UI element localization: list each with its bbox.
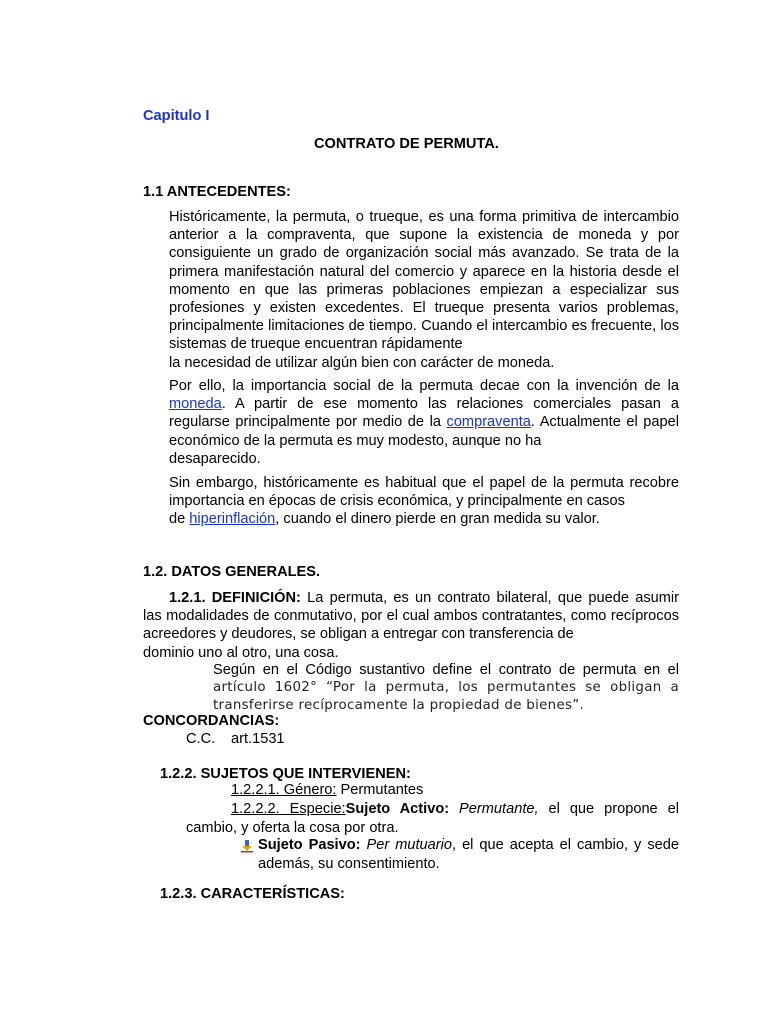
section-heading-sujetos: 1.2.2. SUJETOS QUE INTERVIENEN: xyxy=(160,766,411,782)
concordancias-label: CONCORDANCIAS: xyxy=(143,713,280,729)
concordancias-article: art.1531 xyxy=(231,731,285,747)
down-arrow-bullet-icon xyxy=(240,839,254,853)
paragraph-antecedentes-1: Históricamente, la permuta, o trueque, es una forma primitiva de intercambio anterior a la compraventa, que supone la existencia de moneda y por consiguiente un grado de organización social más avanzado. Se trata de la primera manifestación natural del comercio y aparece en la historia desde el momento en que las primeras poblaciones empiezan a especializar sus profesiones y existen excedentes. El trueque presenta varios problemas, principalmente limitaciones de tiempo. Cuando el intercambio es frecuente, los sistemas de trueque encuentran rápidamente la necesidad de utilizar algún bien con carácter de moneda. xyxy=(169,209,679,371)
sujeto-pasivo-line: Sujeto Pasivo: Per mutuario, el que acepta el cambio, y sede xyxy=(258,837,679,853)
sujeto-pasivo-continuation: además, su consentimiento. xyxy=(258,856,440,872)
section-heading-caracteristicas: 1.2.3. CARACTERÍSTICAS: xyxy=(160,886,345,902)
link-moneda[interactable]: moneda xyxy=(169,396,222,413)
especie-line: 1.2.2.2. Especie:Sujeto Activo: Permutante, el que propone el xyxy=(231,801,679,817)
link-hiperinflacion[interactable]: hiperinflación xyxy=(189,511,276,528)
paragraph-antecedentes-2: Por ello, la importancia social de la permuta decae con la invención de la moneda. A partir de ese momento las relaciones comerciales pasan a regularse principalmente por medio de la compraventa. Actualmente el papel económico de la permuta es muy modesto, aunque no ha desaparecido. xyxy=(169,378,679,467)
especie-continuation: cambio, y oferta la cosa por otra. xyxy=(186,820,399,836)
concordancias-cc: C.C. xyxy=(186,731,216,747)
document-title: CONTRATO DE PERMUTA. xyxy=(314,136,499,152)
paragraph-definicion: 1.2.1. DEFINICIÓN: La permuta, es un contrato bilateral, que puede asumir las modalidades de conmutativo, por el cual ambos contratantes, como recíprocos acreedores y deudores, se obligan a entregar con transferencia de dominio uno al otro, una cosa. xyxy=(143,590,679,661)
chapter-label: Capitulo I xyxy=(143,108,210,124)
section-heading-antecedentes: 1.1 ANTECEDENTES: xyxy=(143,184,291,200)
paragraph-antecedentes-3: Sin embargo, históricamente es habitual que el papel de la permuta recobre importancia en épocas de crisis económica, y principalmente en casos de hiperinflación, cuando el dinero pierde en gran medida su valor. xyxy=(169,475,679,528)
section-heading-datos-generales: 1.2. DATOS GENERALES. xyxy=(143,564,321,580)
paragraph-codigo: Según en el Código sustantivo define el contrato de permuta en el artículo 1602° “Por la permuta, los permutantes se obligan a transferirse recíprocamente la propiedad de bienes”. xyxy=(213,662,679,714)
link-compraventa[interactable]: compraventa xyxy=(446,414,531,431)
genero-line: 1.2.2.1. Género: Permutantes xyxy=(231,782,424,798)
